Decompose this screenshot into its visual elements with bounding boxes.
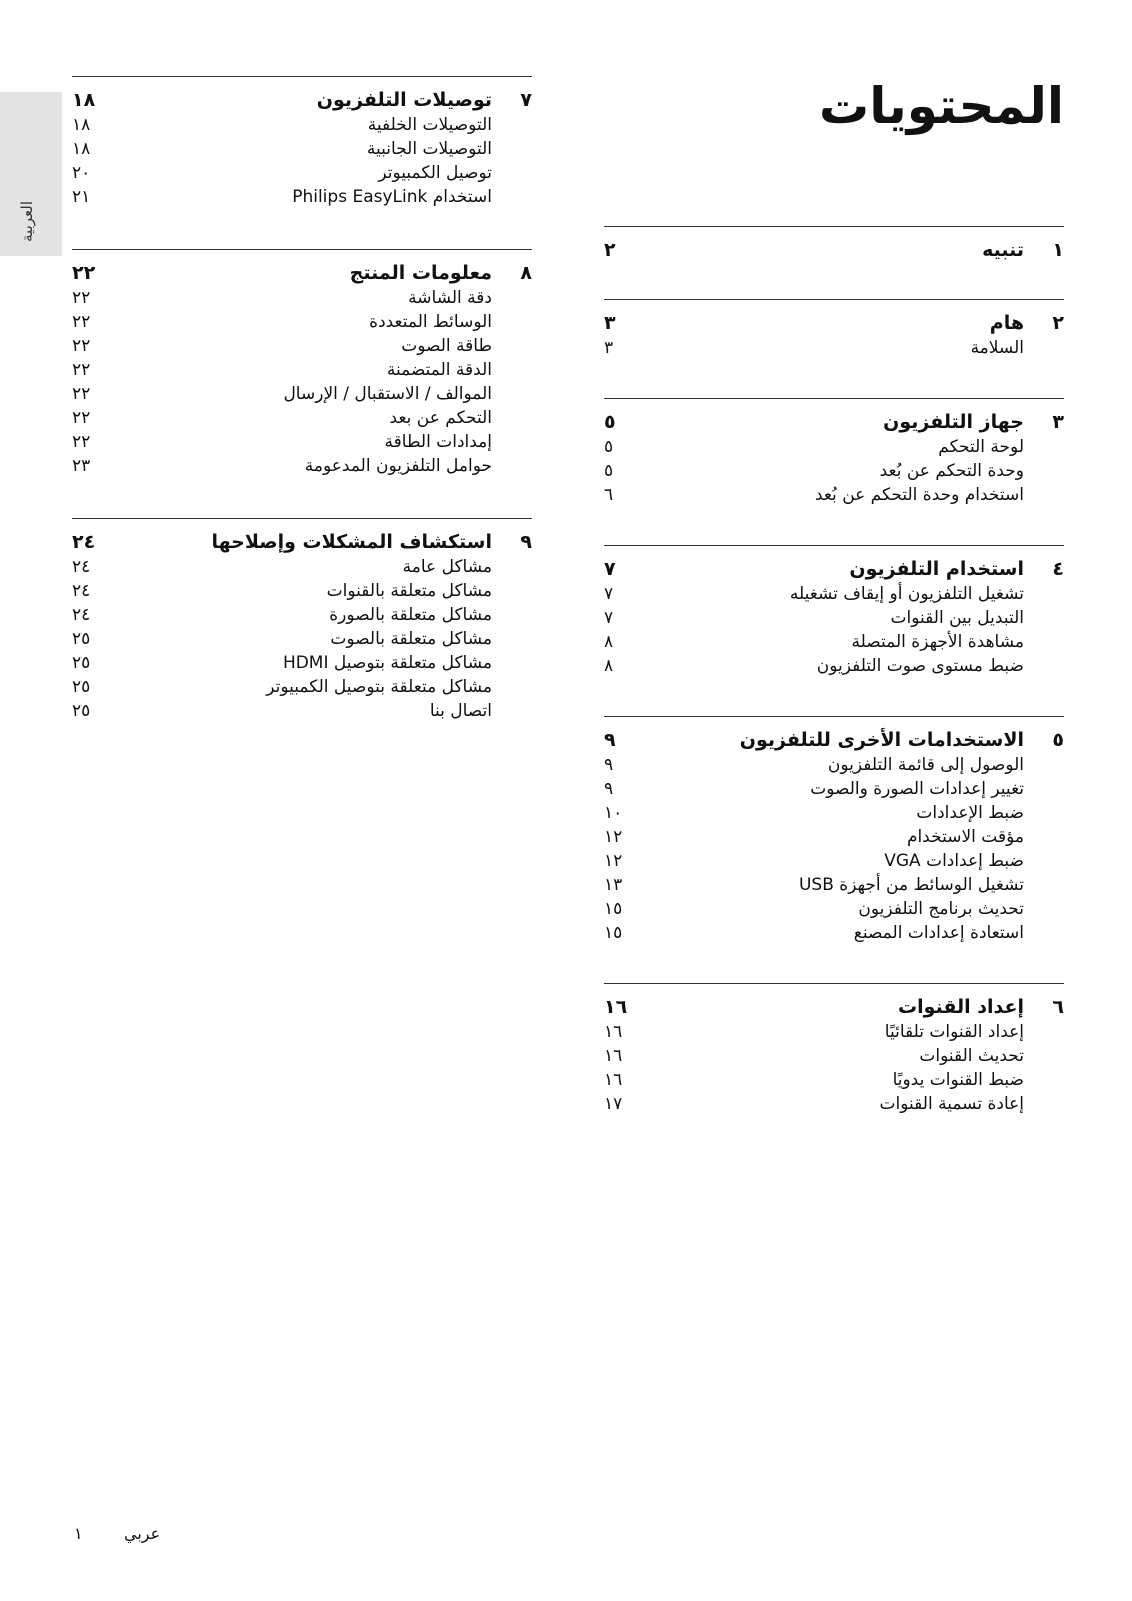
entry-title: السلامة — [970, 338, 1024, 358]
toc-entry[interactable] — [72, 603, 532, 627]
entry-page: ٢٢ — [72, 432, 91, 452]
entry-page: ٢٥ — [72, 653, 91, 673]
entry-title: ضبط الإعدادات — [916, 803, 1024, 823]
entry-page: ١٦ — [604, 1022, 623, 1042]
toc-entry[interactable] — [604, 825, 1064, 849]
toc-entry[interactable] — [72, 358, 532, 382]
entry-title: إمدادات الطاقة — [384, 432, 492, 452]
section-page: ٧ — [604, 558, 616, 580]
entry-title: دقة الشاشة — [408, 288, 492, 308]
entry-title: مشاكل متعلقة بالصوت — [330, 629, 492, 649]
section-number: ٣ — [1052, 411, 1064, 433]
entry-title: وحدة التحكم عن بُعد — [879, 461, 1024, 481]
toc-entry[interactable] — [604, 582, 1064, 606]
section-page: ١٨ — [72, 89, 96, 111]
toc-entry[interactable] — [72, 310, 532, 334]
entry-title: التحكم عن بعد — [389, 408, 492, 428]
toc-entry[interactable] — [72, 406, 532, 430]
entry-title: الوصول إلى قائمة التلفزيون — [827, 755, 1024, 775]
language-side-tab — [0, 92, 62, 256]
entry-title: اتصال بنا — [429, 701, 492, 721]
toc-entry[interactable] — [604, 336, 1064, 360]
entry-title: مؤقت الاستخدام — [906, 827, 1024, 847]
entry-page: ٢٢ — [72, 288, 91, 308]
entry-page: ٩ — [604, 755, 614, 775]
entry-title: ضبط القنوات يدويًا — [892, 1070, 1024, 1090]
section-number: ٩ — [520, 531, 532, 553]
entry-title: حوامل التلفزيون المدعومة — [304, 456, 492, 476]
section-number: ٦ — [1052, 996, 1064, 1018]
toc-entry[interactable] — [72, 382, 532, 406]
entry-page: ٢٢ — [72, 336, 91, 356]
toc-entry[interactable] — [604, 630, 1064, 654]
toc-entry[interactable] — [604, 435, 1064, 459]
entry-title: تحديث القنوات — [919, 1046, 1024, 1066]
section-title: استكشاف المشكلات وإصلاحها — [211, 531, 492, 553]
toc-entry[interactable] — [72, 430, 532, 454]
entry-page: ٢٣ — [72, 456, 91, 476]
entry-page: ٢١ — [72, 187, 91, 207]
entry-page: ٢٤ — [72, 605, 91, 625]
entry-title: التوصيلات الجانبية — [366, 139, 492, 159]
toc-section — [604, 716, 1064, 945]
toc-entry[interactable] — [604, 654, 1064, 678]
footer-page-number: ١ — [74, 1524, 83, 1543]
toc-entry[interactable] — [72, 555, 532, 579]
entry-title: الدقة المتضمنة — [386, 360, 492, 380]
toc-entry[interactable] — [604, 753, 1064, 777]
entry-title: تشغيل الوسائط من أجهزة USB — [798, 875, 1024, 895]
section-page: ٥ — [604, 411, 616, 433]
toc-section-heading[interactable] — [604, 409, 1064, 435]
entry-title: مشاكل متعلقة بتوصيل الكمبيوتر — [266, 677, 492, 697]
section-title: الاستخدامات الأخرى للتلفزيون — [739, 729, 1024, 751]
toc-entry[interactable] — [72, 286, 532, 310]
entry-page: ١٢ — [604, 827, 623, 847]
entry-title: مشاهدة الأجهزة المتصلة — [851, 632, 1024, 652]
entry-page: ٢٢ — [72, 360, 91, 380]
toc-entry[interactable] — [604, 777, 1064, 801]
toc-section — [604, 545, 1064, 678]
entry-title: التوصيلات الخلفية — [367, 115, 492, 135]
entry-page: ٣ — [604, 338, 614, 358]
entry-title: ضبط مستوى صوت التلفزيون — [816, 656, 1024, 676]
entry-title: الوسائط المتعددة — [369, 312, 492, 332]
entry-title: لوحة التحكم — [938, 437, 1024, 457]
entry-title: التبديل بين القنوات — [890, 608, 1024, 628]
toc-section — [72, 518, 532, 723]
entry-page: ٨ — [604, 632, 614, 652]
entry-page: ١٦ — [604, 1070, 623, 1090]
toc-entry[interactable] — [72, 334, 532, 358]
toc-entry[interactable] — [72, 579, 532, 603]
entry-page: ٢٥ — [72, 677, 91, 697]
entry-page: ٢٢ — [72, 312, 91, 332]
toc-entry[interactable] — [604, 849, 1064, 873]
section-title: استخدام التلفزيون — [849, 558, 1024, 580]
section-page: ٢٤ — [72, 531, 96, 553]
section-title: معلومات المنتج — [349, 262, 492, 284]
entry-title: طاقة الصوت — [401, 336, 492, 356]
toc-section — [604, 299, 1064, 360]
entry-title: تشغيل التلفزيون أو إيقاف تشغيله — [789, 584, 1024, 604]
entry-page: ٢٤ — [72, 581, 91, 601]
entry-page: ١٥ — [604, 899, 623, 919]
entry-page: ١٥ — [604, 923, 623, 943]
section-title: جهاز التلفزيون — [883, 411, 1024, 433]
section-title: هام — [989, 312, 1024, 334]
toc-entry[interactable] — [72, 651, 532, 675]
entry-title: مشاكل متعلقة بتوصيل HDMI — [282, 653, 492, 673]
toc-section — [604, 398, 1064, 507]
entry-title: إعداد القنوات تلقائيًا — [884, 1022, 1024, 1042]
section-number: ٥ — [1052, 729, 1064, 751]
toc-section-heading[interactable] — [604, 994, 1064, 1020]
toc-section-heading[interactable] — [72, 87, 532, 113]
toc-section-heading[interactable] — [72, 529, 532, 555]
language-tab-label: العربية — [18, 201, 36, 242]
entry-page: ٨ — [604, 656, 614, 676]
entry-title: تحديث برنامج التلفزيون — [858, 899, 1024, 919]
section-page: ٢٢ — [72, 262, 96, 284]
entry-title: توصيل الكمبيوتر — [378, 163, 492, 183]
toc-section-heading[interactable] — [604, 556, 1064, 582]
entry-page: ٢٥ — [72, 629, 91, 649]
entry-page: ١٣ — [604, 875, 623, 895]
section-title: توصيلات التلفزيون — [316, 89, 492, 111]
toc-entry[interactable] — [604, 459, 1064, 483]
entry-title: مشاكل متعلقة بالصورة — [329, 605, 492, 625]
toc-section — [604, 226, 1064, 263]
toc-entry[interactable] — [72, 137, 532, 161]
page-title: المحتويات — [818, 77, 1064, 135]
toc-entry[interactable] — [604, 1068, 1064, 1092]
toc-entry[interactable] — [72, 161, 532, 185]
section-page: ٣ — [604, 312, 616, 334]
toc-entry[interactable] — [72, 699, 532, 723]
toc-section-heading[interactable] — [72, 260, 532, 286]
toc-entry[interactable] — [72, 185, 532, 209]
toc-section-heading[interactable] — [604, 727, 1064, 753]
toc-section — [604, 983, 1064, 1116]
toc-entry[interactable] — [604, 1020, 1064, 1044]
entry-page: ١٦ — [604, 1046, 623, 1066]
toc-section — [72, 76, 532, 209]
entry-page: ٢٤ — [72, 557, 91, 577]
toc-entry[interactable] — [604, 897, 1064, 921]
toc-entry[interactable] — [604, 1044, 1064, 1068]
entry-page: ١٢ — [604, 851, 623, 871]
entry-page: ٢٢ — [72, 408, 91, 428]
toc-section-heading[interactable] — [604, 237, 1064, 263]
entry-title: إعادة تسمية القنوات — [879, 1094, 1024, 1114]
entry-page: ١٠ — [604, 803, 623, 823]
entry-title: تغيير إعدادات الصورة والصوت — [810, 779, 1024, 799]
entry-title: مشاكل عامة — [402, 557, 492, 577]
entry-page: ٢٥ — [72, 701, 91, 721]
entry-title: ضبط إعدادات VGA — [884, 851, 1024, 871]
section-title: إعداد القنوات — [898, 996, 1024, 1018]
entry-page: ٧ — [604, 584, 614, 604]
toc-entry[interactable] — [604, 801, 1064, 825]
entry-title: الموالف / الاستقبال / الإرسال — [283, 384, 492, 404]
entry-page: ٥ — [604, 461, 614, 481]
entry-title: استعادة إعدادات المصنع — [853, 923, 1024, 943]
toc-entry[interactable] — [72, 454, 532, 478]
toc-entry[interactable] — [604, 873, 1064, 897]
toc-section-heading[interactable] — [604, 310, 1064, 336]
toc-entry[interactable] — [72, 675, 532, 699]
toc-entry[interactable] — [72, 113, 532, 137]
footer-language-label: عربي — [124, 1524, 161, 1543]
entry-page: ١٧ — [604, 1094, 623, 1114]
toc-entry[interactable] — [72, 627, 532, 651]
entry-page: ٧ — [604, 608, 614, 628]
entry-page: ٢٢ — [72, 384, 91, 404]
section-number: ٢ — [1052, 312, 1064, 334]
section-page: ١٦ — [604, 996, 628, 1018]
toc-column-right — [604, 226, 1064, 1116]
section-title: تنبيه — [982, 239, 1024, 261]
entry-title: استخدام وحدة التحكم عن بُعد — [814, 485, 1024, 505]
toc-entry[interactable] — [604, 921, 1064, 945]
section-number: ١ — [1052, 239, 1064, 261]
entry-page: ٥ — [604, 437, 614, 457]
entry-title: مشاكل متعلقة بالقنوات — [326, 581, 492, 601]
entry-page: ٢٠ — [72, 163, 91, 183]
section-page: ٩ — [604, 729, 616, 751]
entry-page: ٩ — [604, 779, 614, 799]
toc-entry[interactable] — [604, 483, 1064, 507]
section-number: ٧ — [520, 89, 532, 111]
toc-section — [72, 249, 532, 478]
section-number: ٤ — [1052, 558, 1064, 580]
section-number: ٨ — [520, 262, 532, 284]
entry-page: ١٨ — [72, 139, 91, 159]
toc-column-left — [72, 76, 532, 723]
toc-entry[interactable] — [604, 1092, 1064, 1116]
entry-page: ٦ — [604, 485, 614, 505]
entry-page: ١٨ — [72, 115, 91, 135]
section-page: ٢ — [604, 239, 616, 261]
entry-title: استخدام Philips EasyLink — [292, 187, 492, 207]
toc-entry[interactable] — [604, 606, 1064, 630]
